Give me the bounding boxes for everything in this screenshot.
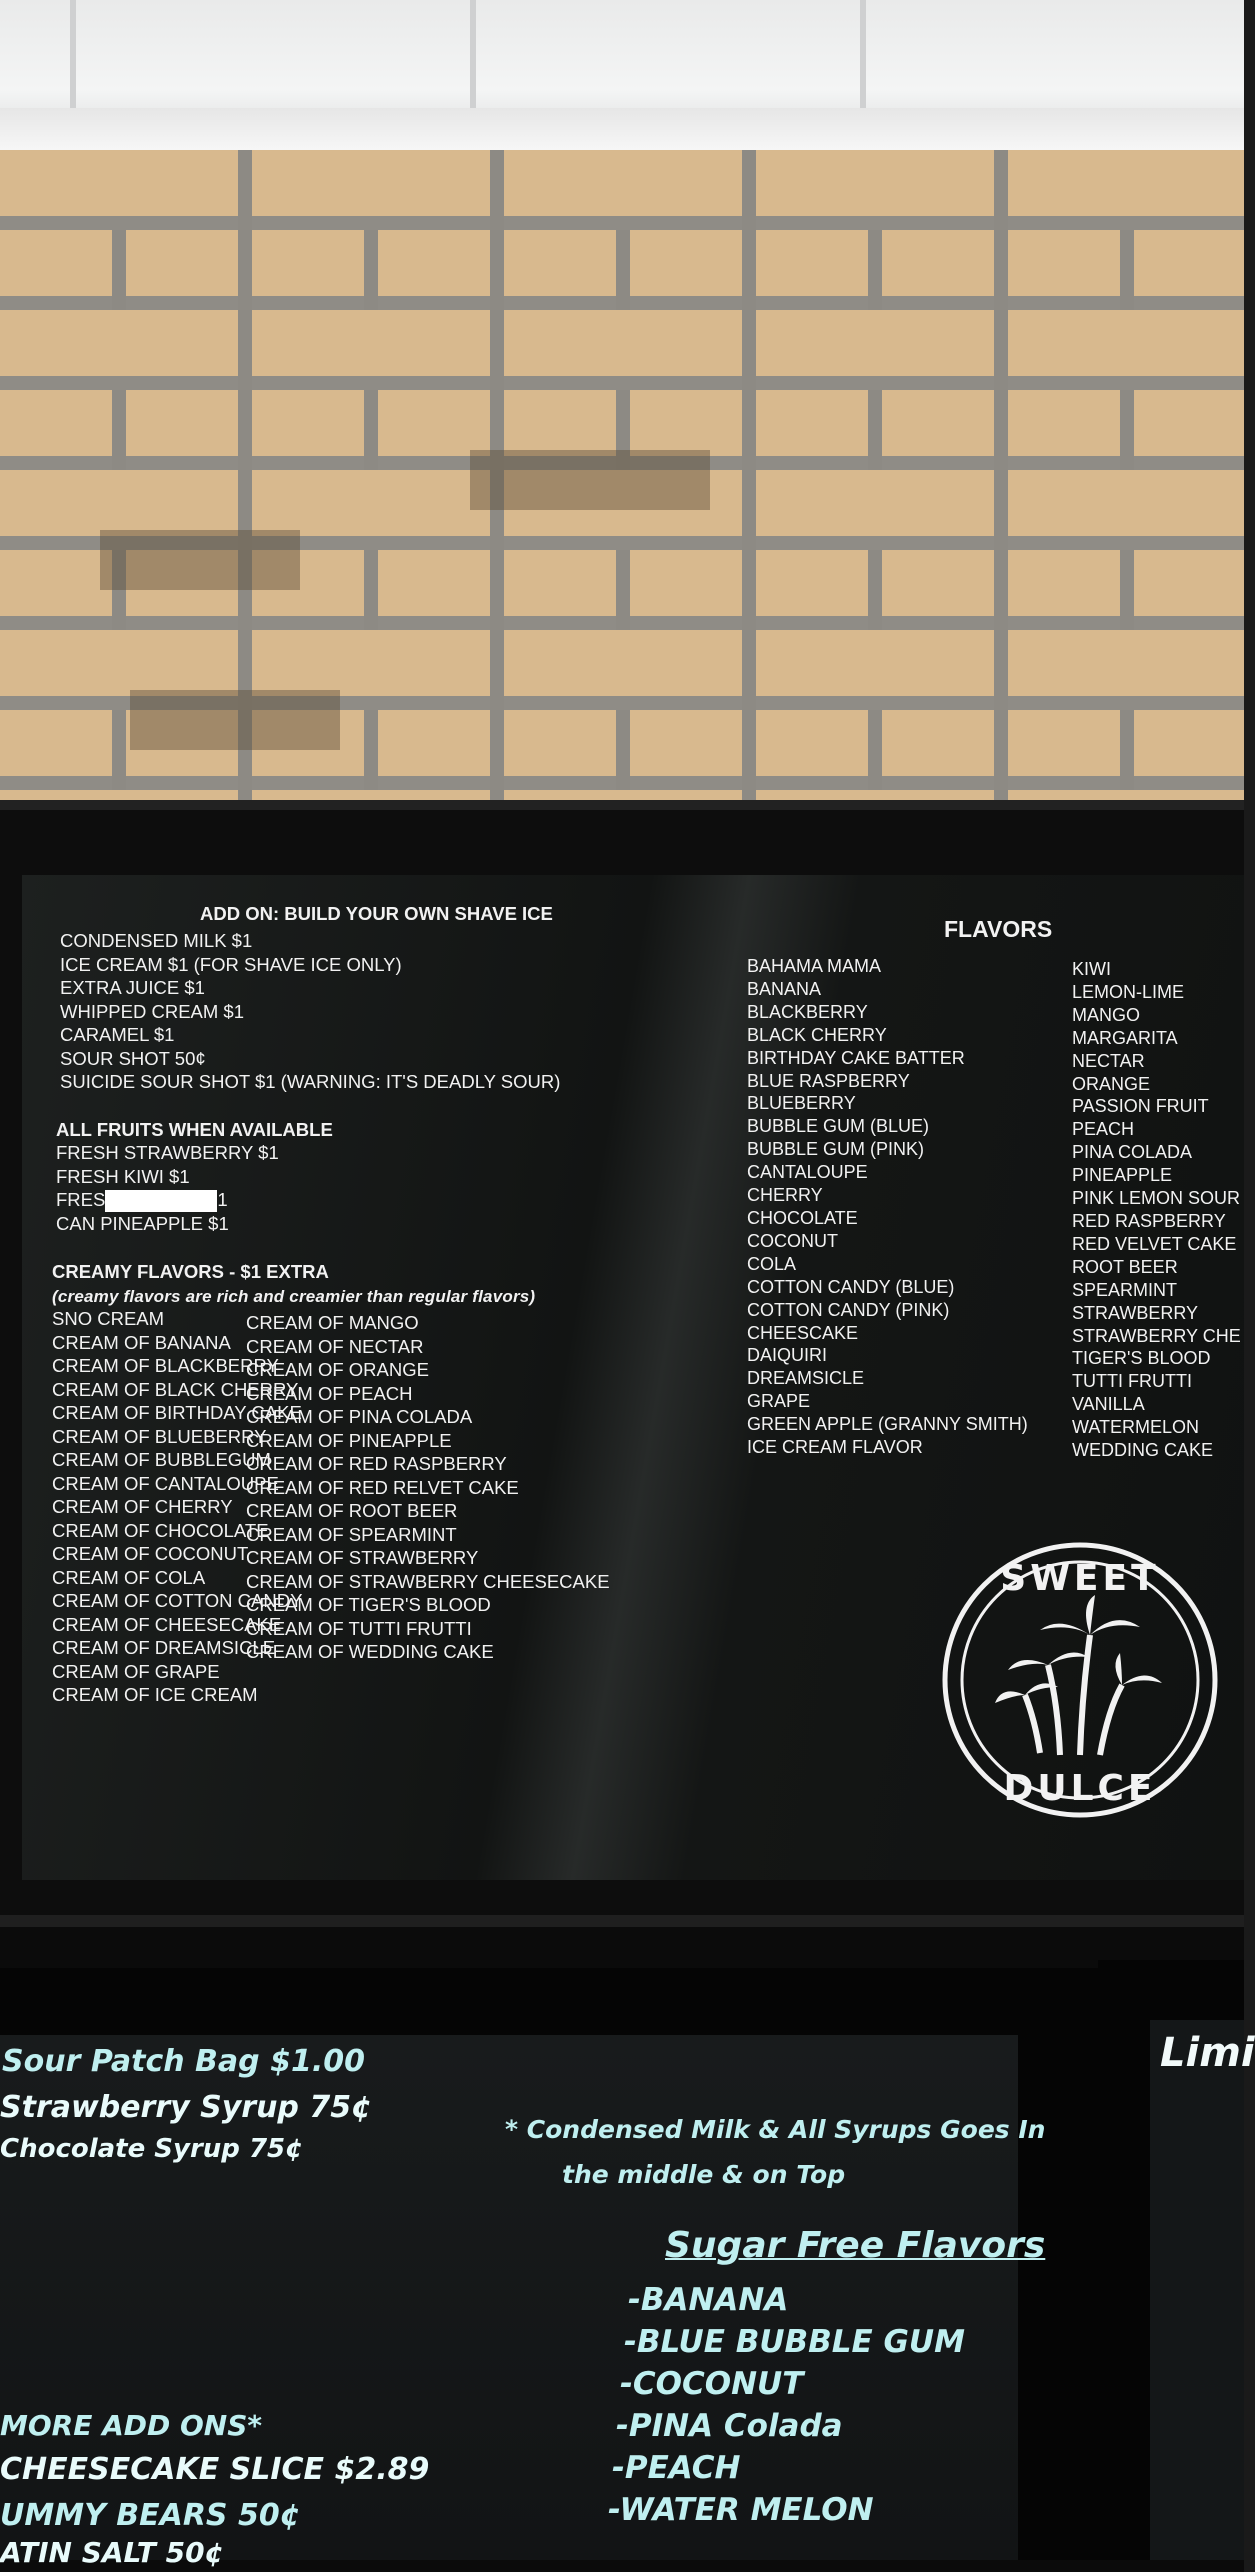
list-item: CREAM OF CHOCOLATE (52, 1519, 269, 1541)
fruit-partial: FRES (56, 1189, 106, 1210)
chalk-item: CHEESECAKE SLICE $2.89 (0, 2452, 430, 2487)
list-item: LEMON-LIME (1072, 981, 1185, 1002)
list-item: CHEESCAKE (747, 1322, 859, 1343)
sugar-free-item: -BANANA (628, 2282, 789, 2318)
list-item: SOUR SHOT 50¢ (60, 1047, 206, 1069)
brick-row (0, 230, 1244, 310)
list-item: ICE CREAM FLAVOR (747, 1437, 923, 1458)
chalk-note: * Condensed Milk & All Syrups Goes In (505, 2115, 1046, 2144)
list-item: CREAM OF STRAWBERRY (246, 1547, 479, 1568)
list-item: CREAM OF PEACH (246, 1382, 413, 1404)
list-item: CREAM OF BIRTHDAY CAKE (52, 1402, 302, 1423)
sugar-free-item: -PINA Colada (616, 2408, 843, 2444)
list-item: CREAM OF DREAMSICLE (52, 1637, 276, 1658)
list-item: CREAM OF SPEARMINT (246, 1523, 457, 1545)
logo-text-bottom: DULCE (1003, 1768, 1157, 1809)
list-item: CREAM OF ROOT BEER (246, 1500, 458, 1521)
chalkboard-frame-top (0, 1968, 1090, 2036)
list-item: MARGARITA (1072, 1027, 1178, 1048)
list-item: SNO CREAM (52, 1308, 165, 1329)
list-item: CHERRY (747, 1185, 823, 1206)
list-item: BUBBLE GUM (BLUE) (747, 1116, 930, 1137)
list-item: SPEARMINT (1072, 1279, 1178, 1300)
list-item: VANILLA (1072, 1394, 1145, 1415)
list-item: ROOT BEER (1072, 1256, 1178, 1277)
list-item: CREAM OF COTTON CANDY (52, 1590, 303, 1611)
fruits-title: ALL FRUITS WHEN AVAILABLE (56, 1119, 333, 1140)
chalk-item: ATIN SALT 50¢ (0, 2536, 225, 2569)
list-item: CHOCOLATE (747, 1207, 858, 1228)
list-item: ORANGE (1072, 1073, 1151, 1094)
list-item: CREAM OF BUBBLEGUM (52, 1449, 271, 1470)
logo-text-top: SWEET (1000, 1558, 1160, 1599)
list-item: PINA COLADA (1072, 1142, 1193, 1163)
brick-stain (130, 690, 340, 750)
list-item: CREAM OF BLUEBERRY (52, 1425, 267, 1447)
list-item: CREAM OF ICE CREAM (52, 1684, 258, 1705)
list-item: CREAM OF COCONUT (52, 1543, 249, 1564)
list-item: CREAM OF COLA (52, 1566, 206, 1588)
list-item: CREAM OF ORANGE (246, 1359, 429, 1380)
list-item: BLUEBERRY (747, 1093, 856, 1114)
list-item: CREAM OF CHEESECAKE (52, 1613, 282, 1635)
more-addons-title: MORE ADD ONS* (0, 2409, 263, 2442)
creamy-col-2 (246, 1311, 610, 1664)
chalkboard-right (1150, 2020, 1255, 2560)
list-item: CREAM OF MANGO (246, 1312, 419, 1333)
list-item: COLA (747, 1253, 797, 1274)
flavors-title: FLAVORS (944, 916, 1053, 942)
chalk-item: Chocolate Syrup 75¢ (0, 2134, 304, 2164)
creamy-title: CREAMY FLAVORS - $1 EXTRA (52, 1261, 329, 1282)
list-item: CREAM OF NECTAR (246, 1335, 424, 1357)
list-item: KIWI (1072, 959, 1111, 979)
list-item: MANGO (1072, 1004, 1141, 1025)
list-item: PINEAPPLE (1072, 1165, 1173, 1186)
list-item: GRAPE (747, 1391, 811, 1412)
list-item: WHIPPED CREAM $1 (60, 1000, 245, 1022)
creamy-note: (creamy flavors are rich and creamier than regular flavors) (52, 1287, 536, 1306)
chalk-note: the middle & on Top (562, 2160, 846, 2189)
chalk-item: Strawberry Syrup 75¢ (0, 2090, 372, 2125)
gutter (0, 108, 1244, 155)
list-item: BLACKBERRY (747, 1001, 868, 1022)
list-item: TUTTI FRUTTI (1072, 1371, 1192, 1392)
list-item: BLACK CHERRY (747, 1024, 887, 1045)
list-item: CAN PINEAPPLE $1 (56, 1213, 229, 1235)
list-item: CREAM OF PINEAPPLE (246, 1429, 452, 1451)
brick-stain (470, 450, 710, 510)
list-item: CREAM OF CANTALOUPE (52, 1472, 279, 1494)
brick-wall (0, 150, 1244, 810)
list-item: CREAM OF GRAPE (52, 1660, 220, 1682)
list-item: CREAM OF CHERRY (52, 1496, 233, 1517)
list-item: DREAMSICLE (747, 1368, 865, 1389)
palm-leaves-icon (995, 1595, 1162, 1703)
list-item (56, 1188, 279, 1212)
list-item: COCONUT (747, 1230, 838, 1251)
list-item: BANANA (747, 978, 822, 999)
list-item: CREAM OF BANANA (52, 1331, 231, 1353)
list-item: CREAM OF BLACKBERRY (52, 1355, 279, 1376)
addon-list (60, 929, 560, 1094)
list-item: CREAM OF TIGER'S BLOOD (246, 1594, 491, 1615)
list-item: PINK LEMON SOUR (1072, 1188, 1241, 1209)
chalkboard2-frame-left (1098, 1960, 1150, 2560)
list-item: RED VELVET CAKE (1072, 1233, 1237, 1254)
list-item: WATERMELON (1072, 1417, 1200, 1438)
list-item: STRAWBERRY (1072, 1302, 1199, 1323)
sugar-free-item: -PEACH (612, 2450, 741, 2486)
list-item: CREAM OF BLACK CHERRY (52, 1378, 299, 1400)
flavors-col-2 (1072, 958, 1241, 1462)
list-item: STRAWBERRY CHE (1072, 1325, 1241, 1346)
sugar-free-item: -COCONUT (620, 2366, 804, 2402)
fruit-partial: 1 (217, 1189, 228, 1210)
list-item: COTTON CANDY (PINK) (747, 1299, 950, 1320)
brick-stain (100, 530, 300, 590)
addon-title: ADD ON: BUILD YOUR OWN SHAVE ICE (200, 903, 553, 924)
chalk-item: UMMY BEARS 50¢ (0, 2498, 301, 2533)
list-item: EXTRA JUICE $1 (60, 977, 205, 998)
chalk-item: Sour Patch Bag $1.00 (2, 2044, 365, 2079)
list-item: ICE CREAM $1 (FOR SHAVE ICE ONLY) (60, 953, 402, 975)
list-item: FRESH STRAWBERRY $1 (56, 1142, 279, 1163)
list-item: NECTAR (1072, 1050, 1145, 1071)
fruits-list (56, 1141, 279, 1236)
list-item: CREAM OF PINA COLADA (246, 1406, 473, 1427)
list-item: BIRTHDAY CAKE BATTER (747, 1047, 965, 1068)
list-item: PEACH (1072, 1119, 1135, 1140)
list-item: PASSION FRUIT (1072, 1096, 1209, 1117)
list-item: CREAM OF RED RASPBERRY (246, 1453, 507, 1474)
list-item: TIGER'S BLOOD (1072, 1348, 1211, 1369)
right-board-title: Limi (1160, 2030, 1255, 2076)
list-item: SUICIDE SOUR SHOT $1 (WARNING: IT'S DEADLY SOUR) (60, 1071, 561, 1092)
redaction-bar (105, 1190, 217, 1212)
sugar-free-title: Sugar Free Flavors (665, 2225, 1046, 2266)
list-item: RED RASPBERRY (1072, 1210, 1226, 1231)
list-item: CREAM OF RED RELVET CAKE (246, 1476, 519, 1498)
list-item: CREAM OF STRAWBERRY CHEESECAKE (246, 1570, 610, 1592)
flavors-col-1 (747, 955, 1028, 1459)
list-item: BUBBLE GUM (PINK) (747, 1139, 925, 1160)
list-item: CONDENSED MILK $1 (60, 930, 253, 951)
list-item: CREAM OF TUTTI FRUTTI (246, 1617, 472, 1639)
list-item: BLUE RASPBERRY (747, 1070, 910, 1091)
sweet-dulce-logo (940, 1535, 1220, 1835)
list-item: WEDDING CAKE (1072, 1440, 1214, 1461)
list-item: BAHAMA MAMA (747, 956, 882, 976)
list-item: GREEN APPLE (GRANNY SMITH) (747, 1414, 1028, 1435)
list-item: CANTALOUPE (747, 1162, 868, 1183)
sugar-free-item: -BLUE BUBBLE GUM (624, 2324, 965, 2360)
list-item: CREAM OF WEDDING CAKE (246, 1641, 494, 1662)
list-item: FRESH KIWI $1 (56, 1165, 190, 1187)
list-item: COTTON CANDY (BLUE) (747, 1276, 955, 1297)
sugar-free-item: -WATER MELON (608, 2492, 874, 2528)
list-item: CARAMEL $1 (60, 1024, 175, 1045)
list-item: DAIQUIRI (747, 1345, 828, 1366)
